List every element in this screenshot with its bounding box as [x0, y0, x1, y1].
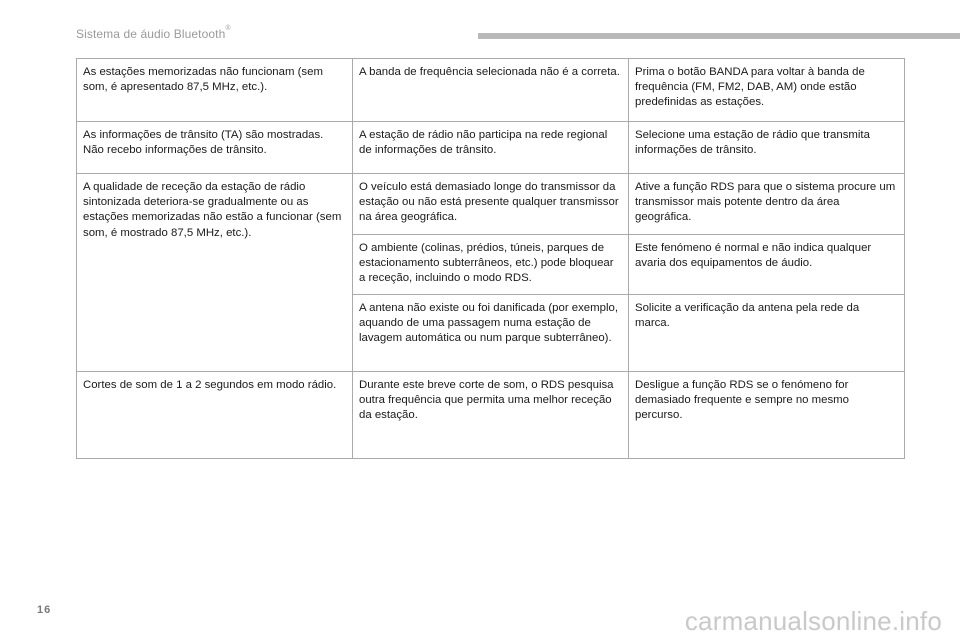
solution-cell: Este fenómeno é normal e não indica qualquer avaria dos equipamentos de áudio. [629, 235, 905, 295]
header-rule [478, 33, 960, 39]
watermark: carmanualsonline.info [684, 606, 942, 636]
registered-mark: ® [225, 25, 231, 32]
cause-cell: A banda de frequência selecionada não é a correta. [353, 59, 629, 122]
table-row [77, 372, 905, 459]
solution-cell: Desligue a função RDS se o fenómeno for demasiado frequente e sempre no mesmo percurso. [629, 372, 905, 459]
problem-cell: A qualidade de receção da estação de rádio sintonizada deteriora-se gradualmente ou as estações memorizadas não estão a funcionar (sem som, é mostrado 87,5 MHz, etc.). [77, 174, 353, 372]
solution-cell: Selecione uma estação de rádio que transmita informações de trânsito. [629, 122, 905, 174]
solution-cell: Solicite a verificação da antena pela rede da marca. [629, 295, 905, 372]
cause-cell: A antena não existe ou foi danificada (por exemplo, aquando de uma passagem numa estação de lavagem automática ou num parque subterrâneo). [353, 295, 629, 372]
table-row [77, 174, 905, 235]
problem-cell: As informações de trânsito (TA) são mostradas. Não recebo informações de trânsito. [77, 122, 353, 174]
cause-cell: A estação de rádio não participa na rede regional de informações de trânsito. [353, 122, 629, 174]
problem-cell: Cortes de som de 1 a 2 segundos em modo rádio. [77, 372, 353, 459]
cause-cell: Durante este breve corte de som, o RDS pesquisa outra frequência que permita uma melhor receção da estação. [353, 372, 629, 459]
troubleshooting-table [76, 58, 905, 459]
solution-cell: Ative a função RDS para que o sistema procure um transmissor mais potente dentro da área geográfica. [629, 174, 905, 235]
table-row [77, 59, 905, 122]
section-title-text: Sistema de áudio Bluetooth [76, 27, 226, 41]
solution-cell: Prima o botão BANDA para voltar à banda de frequência (FM, FM2, DAB, AM) onde estão predefinidas as estações. [629, 59, 905, 122]
section-title [76, 27, 231, 41]
table-row [77, 122, 905, 174]
cause-cell: O ambiente (colinas, prédios, túneis, parques de estacionamento subterrâneos, etc.) pode bloquear a receção, incluindo o modo RDS. [353, 235, 629, 295]
page-number: 16 [37, 604, 52, 616]
problem-cell: As estações memorizadas não funcionam (sem som, é apresentado 87,5 MHz, etc.). [77, 59, 353, 122]
cause-cell: O veículo está demasiado longe do transmissor da estação ou não está presente qualquer transmissor na área geográfica. [353, 174, 629, 235]
